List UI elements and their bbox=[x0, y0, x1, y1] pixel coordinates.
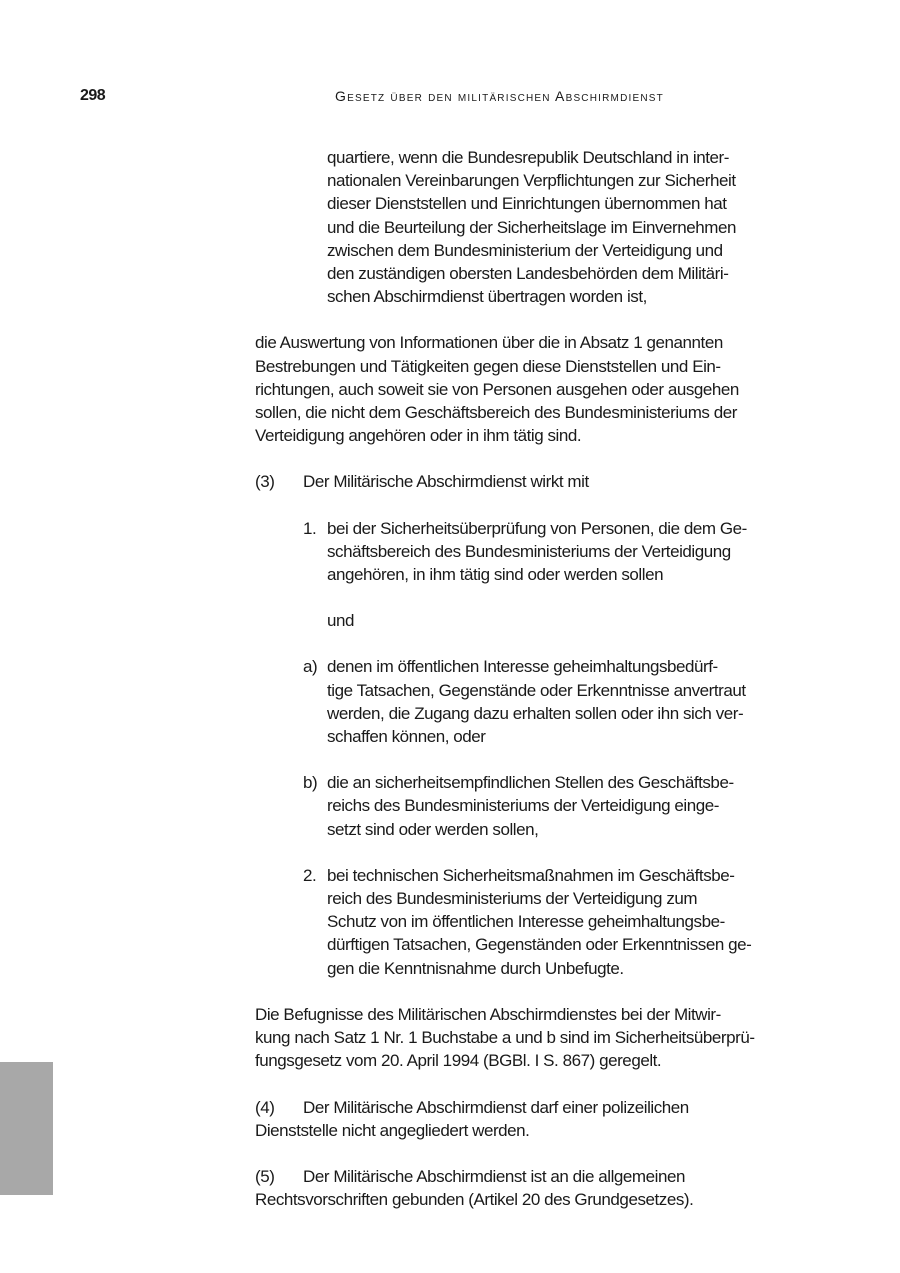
text-line: werden, die Zugang dazu erhalten sollen oder ihn sich ver- bbox=[327, 703, 744, 723]
list-marker: 1. bbox=[303, 518, 317, 538]
section-3 bbox=[255, 470, 820, 493]
list-item-a bbox=[255, 655, 820, 748]
section-number: (3) bbox=[255, 472, 275, 492]
list-marker: 2. bbox=[303, 865, 317, 885]
text-line: angehören, in ihm tätig sind oder werden sollen bbox=[327, 565, 664, 585]
text-line: nationalen Vereinbarungen Verpflichtungen zur Sicherheit bbox=[327, 171, 736, 191]
text-line: schaffen können, oder bbox=[327, 727, 486, 747]
text-line: die an sicherheitsempfindlichen Stellen des Geschäftsbe- bbox=[327, 773, 734, 793]
connector-und: und bbox=[327, 611, 355, 631]
text-line: Rechtsvorschriften gebunden (Artikel 20 des Grundgesetzes). bbox=[255, 1190, 694, 1210]
section-4 bbox=[255, 1096, 820, 1142]
text-line: gen die Kenntnisnahme durch Unbefugte. bbox=[327, 958, 624, 978]
text-line: dieser Dienststellen und Einrichtungen übernommen hat bbox=[327, 194, 727, 214]
text-line: sollen, die nicht dem Geschäftsbereich des Bundesministeriums der bbox=[255, 403, 737, 423]
running-header: Gesetz über den militärischen Abschirmdienst bbox=[335, 88, 664, 104]
list-marker: b) bbox=[303, 773, 318, 793]
text-line: setzt sind oder werden sollen, bbox=[327, 819, 539, 839]
powers-paragraph bbox=[255, 1003, 820, 1073]
text-line: reich des Bundesministeriums der Verteidigung zum bbox=[327, 889, 698, 909]
evaluation-paragraph bbox=[255, 331, 820, 447]
text-line: schen Abschirmdienst übertragen worden ist, bbox=[327, 287, 647, 307]
text-line: Bestrebungen und Tätigkeiten gegen diese Dienststellen und Ein- bbox=[255, 356, 721, 376]
text-line: bei technischen Sicherheitsmaßnahmen im Geschäftsbe- bbox=[327, 865, 735, 885]
text-line: fungsgesetz vom 20. April 1994 (BGBl. I S. 867) geregelt. bbox=[255, 1051, 662, 1071]
continuation-paragraph bbox=[255, 146, 820, 308]
thumb-index-tab bbox=[0, 1062, 53, 1195]
body-text bbox=[255, 146, 820, 1211]
section-number: (4) bbox=[255, 1097, 275, 1117]
text-line: reichs des Bundesministeriums der Verteidigung einge- bbox=[327, 796, 719, 816]
text-line: Die Befugnisse des Militärischen Abschirmdienstes bei der Mitwir- bbox=[255, 1004, 721, 1024]
text-line: richtungen, auch soweit sie von Personen ausgehen oder ausgehen bbox=[255, 379, 739, 399]
text-line: Schutz von im öffentlichen Interesse geheimhaltungsbe- bbox=[327, 912, 725, 932]
list-item-2 bbox=[255, 864, 820, 980]
text-line: denen im öffentlichen Interesse geheimhaltungsbedürf- bbox=[327, 657, 718, 677]
list-item-b bbox=[255, 771, 820, 841]
text-line: quartiere, wenn die Bundesrepublik Deutschland in inter- bbox=[327, 148, 729, 167]
text-line: die Auswertung von Informationen über die in Absatz 1 genannten bbox=[255, 333, 723, 353]
section-5 bbox=[255, 1165, 820, 1211]
section-text: Der Militärische Abschirmdienst wirkt mit bbox=[303, 472, 589, 492]
page-number: 298 bbox=[80, 87, 106, 104]
list-item-1 bbox=[255, 517, 820, 587]
text-line: tige Tatsachen, Gegenstände oder Erkenntnisse anvertraut bbox=[327, 680, 746, 700]
text-line: bei der Sicherheitsüberprüfung von Personen, die dem Ge- bbox=[327, 518, 747, 538]
text-line: den zuständigen obersten Landesbehörden dem Militäri- bbox=[327, 264, 729, 284]
text-line: und die Beurteilung der Sicherheitslage im Einvernehmen bbox=[327, 217, 737, 237]
text-line: dürftigen Tatsachen, Gegenständen oder Erkenntnissen ge- bbox=[327, 935, 752, 955]
list-marker: a) bbox=[303, 657, 318, 677]
text-line: schäftsbereich des Bundesministeriums der Verteidigung bbox=[327, 541, 731, 561]
text-line: zwischen dem Bundesministerium der Verteidigung und bbox=[327, 240, 723, 260]
text-line: kung nach Satz 1 Nr. 1 Buchstabe a und b sind im Sicherheitsüberprü- bbox=[255, 1028, 755, 1048]
text-line: Dienststelle nicht angegliedert werden. bbox=[255, 1120, 530, 1140]
section-number: (5) bbox=[255, 1166, 275, 1186]
section-text: Der Militärische Abschirmdienst darf einer polizeilichen bbox=[303, 1097, 689, 1117]
section-text: Der Militärische Abschirmdienst ist an die allgemeinen bbox=[303, 1166, 685, 1186]
text-line: Verteidigung angehören oder in ihm tätig sind. bbox=[255, 426, 582, 446]
